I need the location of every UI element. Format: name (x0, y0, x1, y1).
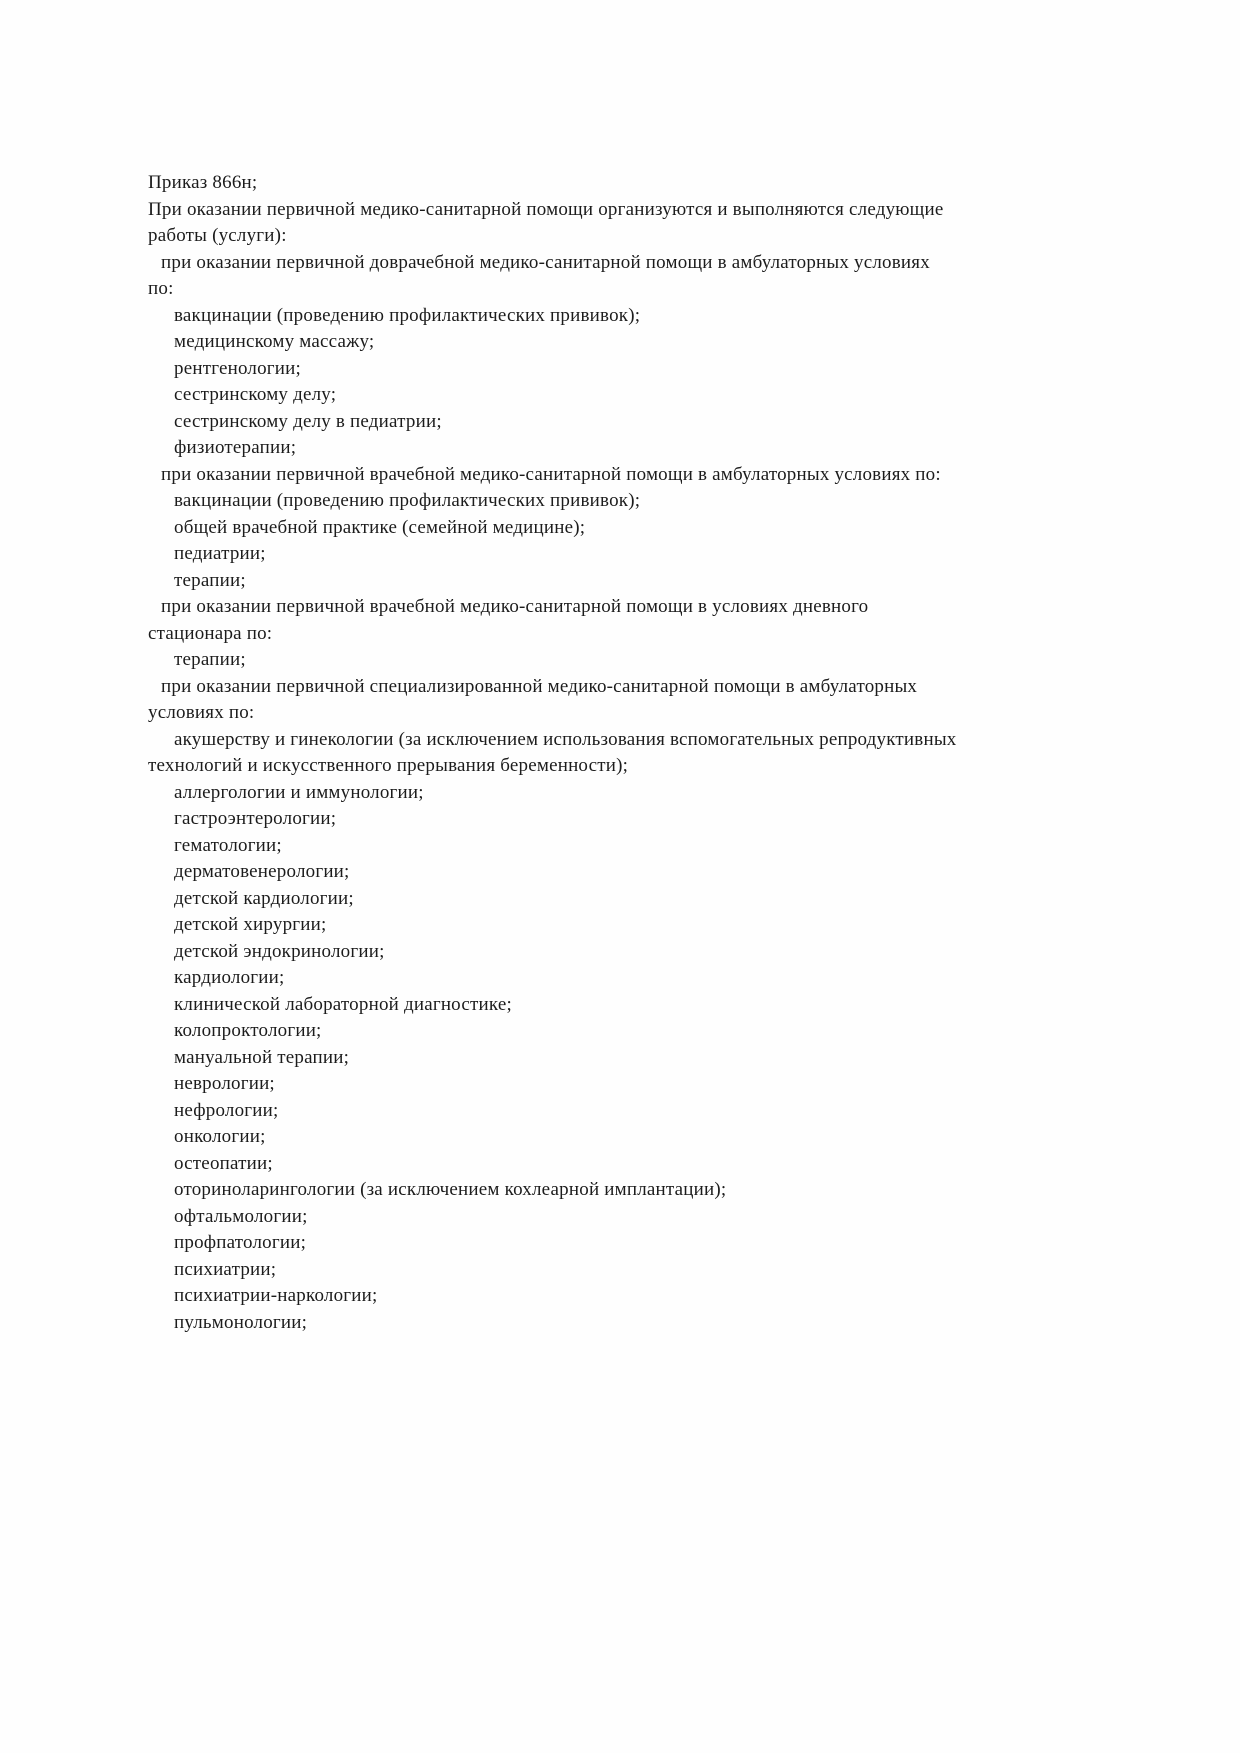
text-line: кардиологии; (174, 967, 285, 988)
text-line: детской кардиологии; (174, 887, 354, 909)
text-line: терапии; (174, 569, 246, 591)
text-line: при оказании первичной доврачебной медико-санитарной помощи в амбулаторных условиях (161, 251, 930, 273)
text-line: технологий и искусственного прерывания беременности); (148, 755, 629, 776)
text-line: клинической лабораторной диагностике; (174, 993, 512, 1015)
text-line: колопроктологии; (174, 1020, 322, 1041)
text-line: вакцинации (проведению профилактических прививок); (174, 490, 641, 511)
text-line: психиатрии; (174, 1258, 277, 1280)
text-line: по: (148, 278, 174, 299)
text-line: работы (услуги): (148, 225, 287, 246)
text-line: гастроэнтерологии; (174, 808, 337, 829)
text-line: остеопатии; (174, 1152, 273, 1174)
text-line: педиатрии; (174, 543, 266, 564)
text-line: психиатрии-наркологии; (174, 1285, 378, 1306)
text-line: физиотерапии; (174, 437, 297, 458)
text-line: сестринскому делу; (174, 384, 337, 405)
text-line: мануальной терапии; (174, 1046, 350, 1068)
text-line: стационара по: (148, 622, 273, 644)
text-line: детской эндокринологии; (174, 940, 385, 962)
text-line: медицинскому массажу; (174, 331, 375, 352)
text-line: акушерству и гинекологии (за исключением использования вспомогательных репродуктивных (174, 728, 957, 750)
text-line: при оказании первичной специализированной медико-санитарной помощи в амбулаторных (161, 675, 918, 697)
text-line: при оказании первичной врачебной медико-санитарной помощи в амбулаторных условиях по: (161, 463, 941, 485)
text-line: детской хирургии; (174, 914, 327, 935)
text-line: При оказании первичной медико-санитарной помощи организуются и выполняются следующие (148, 198, 944, 220)
text-line: оториноларингологии (за исключением кохлеарной имплантации); (174, 1179, 727, 1200)
text-line: вакцинации (проведению профилактических прививок); (174, 304, 641, 326)
text-line: пульмонологии; (174, 1311, 308, 1333)
text-line: профпатологии; (174, 1232, 307, 1253)
text-line: сестринскому делу в педиатрии; (174, 410, 442, 432)
text-line: неврологии; (174, 1073, 275, 1094)
text-line: аллергологии и иммунологии; (174, 781, 424, 803)
text-line: гематологии; (174, 834, 282, 856)
text-line: онкологии; (174, 1126, 266, 1147)
document-text-block (148, 170, 1048, 1336)
text-line: рентгенологии; (174, 357, 301, 379)
text-line: офтальмологии; (174, 1205, 308, 1227)
text-line: дерматовенерологии; (174, 861, 350, 882)
text-line: нефрологии; (174, 1099, 279, 1121)
text-line: общей врачебной практике (семейной медицине); (174, 516, 586, 538)
text-line: условиях по: (148, 702, 255, 723)
text-line: терапии; (174, 649, 246, 670)
text-line: Приказ 866н; (148, 172, 258, 193)
text-line: при оказании первичной врачебной медико-санитарной помощи в условиях дневного (161, 596, 869, 617)
